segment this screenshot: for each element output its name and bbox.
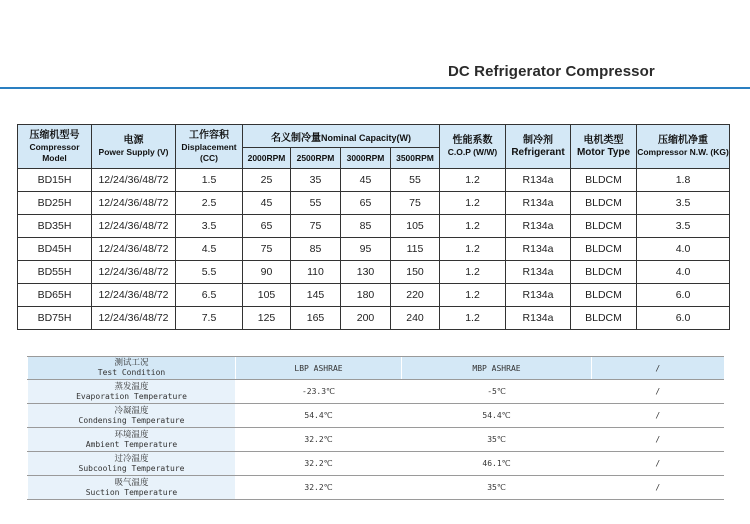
table-row [18, 169, 730, 192]
cell-capacity: 200 [341, 307, 391, 330]
table-row [28, 428, 724, 452]
cell-motor: BLDCM [571, 261, 637, 284]
cond-lbp-value: 32.2℃ [236, 428, 402, 452]
cond-header-label: 测试工况 Test Condition [28, 357, 236, 380]
cell-capacity: 105 [391, 215, 440, 238]
cell-refrigerant: R134a [506, 192, 571, 215]
cell-motor: BLDCM [571, 215, 637, 238]
cell-capacity: 240 [391, 307, 440, 330]
cell-capacity: 55 [291, 192, 341, 215]
cell-capacity: 45 [243, 192, 291, 215]
cell-model: BD55H [18, 261, 92, 284]
col-header-rpm: 3000RPM [341, 148, 391, 169]
spec-table [17, 124, 730, 330]
cell-capacity: 75 [243, 238, 291, 261]
cell-cop: 1.2 [440, 215, 506, 238]
cond-last-value: / [592, 428, 724, 452]
cell-power: 12/24/36/48/72 [92, 215, 176, 238]
cell-displacement: 7.5 [176, 307, 243, 330]
table-row [18, 238, 730, 261]
cell-power: 12/24/36/48/72 [92, 169, 176, 192]
cell-cop: 1.2 [440, 238, 506, 261]
cell-capacity: 95 [341, 238, 391, 261]
title-rule [0, 87, 750, 89]
test-condition-table [27, 356, 724, 500]
cell-capacity: 85 [291, 238, 341, 261]
col-header-power: 电源 Power Supply (V) [92, 125, 176, 169]
cond-lbp-value: -23.3℃ [236, 380, 402, 404]
cell-capacity: 165 [291, 307, 341, 330]
table-row [28, 476, 724, 500]
col-header-rpm: 3500RPM [391, 148, 440, 169]
cell-cop: 1.2 [440, 307, 506, 330]
col-header-displacement: 工作容积 Displacement (CC) [176, 125, 243, 169]
cell-capacity: 85 [341, 215, 391, 238]
cell-cop: 1.2 [440, 169, 506, 192]
cell-capacity: 75 [291, 215, 341, 238]
cond-mbp-value: 54.4℃ [402, 404, 592, 428]
cell-capacity: 75 [391, 192, 440, 215]
cell-capacity: 25 [243, 169, 291, 192]
cond-label: 环境温度 Ambient Temperature [28, 428, 236, 452]
cell-motor: BLDCM [571, 238, 637, 261]
cell-motor: BLDCM [571, 192, 637, 215]
cell-capacity: 115 [391, 238, 440, 261]
cell-weight: 6.0 [637, 284, 730, 307]
cond-label: 冷凝温度 Condensing Temperature [28, 404, 236, 428]
cond-lbp-value: 32.2℃ [236, 476, 402, 500]
cell-model: BD45H [18, 238, 92, 261]
col-header-refrigerant: 制冷剂 Refrigerant [506, 125, 571, 169]
cell-refrigerant: R134a [506, 215, 571, 238]
col-header-weight: 压缩机净重 Compressor N.W. (KG) [637, 125, 730, 169]
cond-header-mbp: MBP ASHRAE [402, 357, 592, 380]
cond-label: 吸气温度 Suction Temperature [28, 476, 236, 500]
cell-displacement: 2.5 [176, 192, 243, 215]
cell-cop: 1.2 [440, 284, 506, 307]
cell-model: BD75H [18, 307, 92, 330]
cond-label: 蒸发温度 Evaporation Temperature [28, 380, 236, 404]
table-row [18, 284, 730, 307]
cell-capacity: 55 [391, 169, 440, 192]
cell-weight: 4.0 [637, 238, 730, 261]
cond-lbp-value: 54.4℃ [236, 404, 402, 428]
cell-displacement: 5.5 [176, 261, 243, 284]
cond-header-lbp: LBP ASHRAE [236, 357, 402, 380]
cell-model: BD25H [18, 192, 92, 215]
cell-motor: BLDCM [571, 307, 637, 330]
cond-mbp-value: 35℃ [402, 476, 592, 500]
cell-motor: BLDCM [571, 284, 637, 307]
page-title: DC Refrigerator Compressor [448, 63, 655, 80]
cell-weight: 4.0 [637, 261, 730, 284]
cell-model: BD15H [18, 169, 92, 192]
cell-refrigerant: R134a [506, 238, 571, 261]
col-header-rpm: 2500RPM [291, 148, 341, 169]
cell-capacity: 180 [341, 284, 391, 307]
cell-weight: 3.5 [637, 192, 730, 215]
cond-mbp-value: -5℃ [402, 380, 592, 404]
cell-capacity: 65 [243, 215, 291, 238]
cell-power: 12/24/36/48/72 [92, 192, 176, 215]
cell-displacement: 1.5 [176, 169, 243, 192]
cell-capacity: 35 [291, 169, 341, 192]
cell-motor: BLDCM [571, 169, 637, 192]
table-header-row [28, 357, 724, 380]
cond-label: 过冷温度 Subcooling Temperature [28, 452, 236, 476]
table-row [18, 215, 730, 238]
cell-power: 12/24/36/48/72 [92, 284, 176, 307]
cond-mbp-value: 35℃ [402, 428, 592, 452]
cell-capacity: 125 [243, 307, 291, 330]
cell-refrigerant: R134a [506, 284, 571, 307]
table-row [28, 452, 724, 476]
cond-header-last: / [592, 357, 724, 380]
cell-capacity: 45 [341, 169, 391, 192]
cell-refrigerant: R134a [506, 261, 571, 284]
cond-last-value: / [592, 452, 724, 476]
col-header-model: 压缩机型号 Compressor Model [18, 125, 92, 169]
cell-capacity: 110 [291, 261, 341, 284]
cell-refrigerant: R134a [506, 169, 571, 192]
cell-model: BD65H [18, 284, 92, 307]
col-header-capacity: 名义制冷量Nominal Capacity(W) [243, 125, 440, 148]
table-row [28, 404, 724, 428]
cell-capacity: 90 [243, 261, 291, 284]
cell-refrigerant: R134a [506, 307, 571, 330]
cell-weight: 1.8 [637, 169, 730, 192]
col-header-cop: 性能系数 C.O.P (W/W) [440, 125, 506, 169]
cell-cop: 1.2 [440, 192, 506, 215]
cell-capacity: 65 [341, 192, 391, 215]
table-row [18, 192, 730, 215]
table-row [28, 380, 724, 404]
cell-power: 12/24/36/48/72 [92, 261, 176, 284]
cell-capacity: 150 [391, 261, 440, 284]
cell-power: 12/24/36/48/72 [92, 307, 176, 330]
cell-model: BD35H [18, 215, 92, 238]
cell-weight: 6.0 [637, 307, 730, 330]
col-header-rpm: 2000RPM [243, 148, 291, 169]
cell-capacity: 145 [291, 284, 341, 307]
table-row [18, 261, 730, 284]
cell-displacement: 6.5 [176, 284, 243, 307]
cell-capacity: 130 [341, 261, 391, 284]
cell-power: 12/24/36/48/72 [92, 238, 176, 261]
cond-lbp-value: 32.2℃ [236, 452, 402, 476]
cond-mbp-value: 46.1℃ [402, 452, 592, 476]
cell-weight: 3.5 [637, 215, 730, 238]
cell-capacity: 220 [391, 284, 440, 307]
cell-capacity: 105 [243, 284, 291, 307]
cond-last-value: / [592, 476, 724, 500]
col-header-motor: 电机类型 Motor Type [571, 125, 637, 169]
table-row [18, 307, 730, 330]
cond-last-value: / [592, 404, 724, 428]
cell-displacement: 4.5 [176, 238, 243, 261]
cond-last-value: / [592, 380, 724, 404]
cell-displacement: 3.5 [176, 215, 243, 238]
cell-cop: 1.2 [440, 261, 506, 284]
